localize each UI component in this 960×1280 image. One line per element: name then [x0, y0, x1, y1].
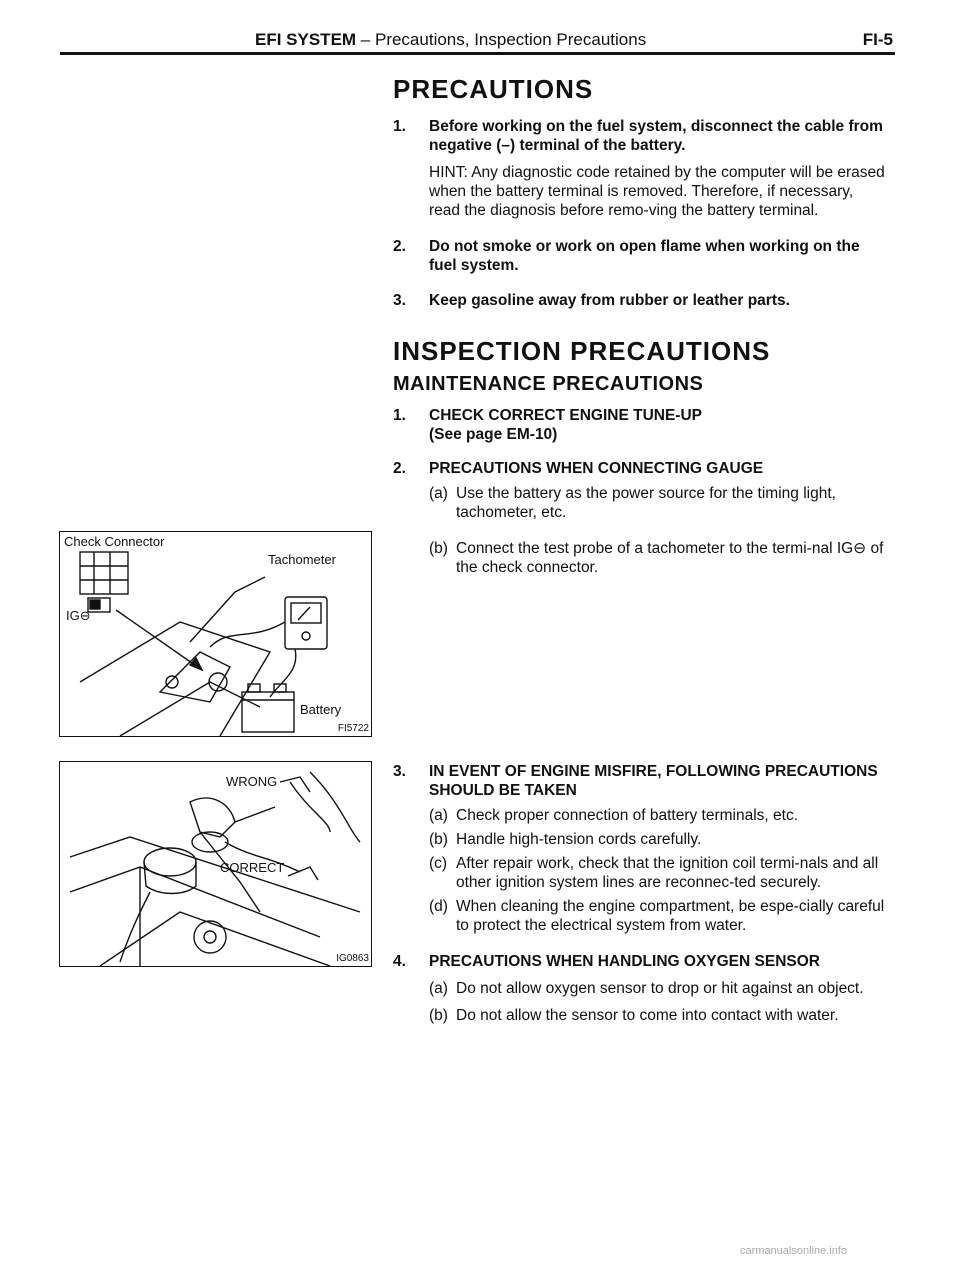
- cord-handling-illustration: [60, 762, 371, 966]
- sub-item-b: [429, 1006, 888, 1025]
- tachometer-label: Tachometer: [268, 552, 336, 567]
- page-number: FI-5: [862, 30, 893, 49]
- main-text-column: [393, 66, 888, 577]
- correct-label: CORRECT: [220, 860, 285, 875]
- header-title-bold: EFI SYSTEM: [255, 30, 357, 49]
- precautions-heading: PRECAUTIONS: [393, 74, 594, 104]
- item-number: 2.: [393, 238, 406, 255]
- sub-item-d: [429, 897, 888, 935]
- sub-text: When cleaning the engine compartment, be espe-cially careful to protect the electrical system from water.: [456, 898, 885, 934]
- page-header: [60, 26, 895, 52]
- item-number: 1.: [393, 407, 406, 424]
- item-text: Do not smoke or work on open flame when working on the fuel system.: [429, 238, 860, 274]
- precaution-item-3: [393, 291, 888, 310]
- lower-text-column: [393, 762, 888, 1025]
- precaution-item-2: [393, 237, 888, 275]
- distributor-cap: [144, 848, 196, 876]
- item-ref: (See page EM-10): [429, 426, 558, 443]
- sub-text: Use the battery as the power source for the timing light, tachometer, etc.: [456, 485, 836, 521]
- item-number: 2.: [393, 460, 406, 477]
- figure-code: IG0863: [336, 953, 369, 964]
- sub-item-b: [429, 830, 888, 849]
- sub-label: (c): [429, 855, 448, 872]
- battery-label: Battery: [300, 702, 342, 717]
- inspection-heading: INSPECTION PRECAUTIONS: [393, 336, 771, 366]
- hint-text: HINT: Any diagnostic code retained by the computer will be erased when the battery terminal is removed. Therefore, if necessary, read the diagnosis before remo-ving the battery terminal.: [429, 164, 885, 219]
- inspection-item-1: [393, 406, 888, 444]
- sub-item-a: [429, 806, 888, 825]
- header-title-rest: – Precautions, Inspection Precautions: [356, 30, 647, 49]
- inspection-item-4: [393, 952, 888, 1025]
- check-connector-body: [80, 552, 128, 594]
- sub-text: Connect the test probe of a tachometer to the termi-nal IG⊖ of the check connector.: [456, 540, 884, 576]
- sub-item-a: [429, 979, 888, 998]
- ig-terminal-label: IG⊖: [66, 608, 91, 623]
- item-title: IN EVENT OF ENGINE MISFIRE, FOLLOWING PRECAUTIONS SHOULD BE TAKEN: [429, 763, 878, 799]
- sub-item-c: [429, 854, 888, 892]
- sub-label: (b): [429, 831, 448, 848]
- maintenance-subheading: MAINTENANCE PRECAUTIONS: [393, 373, 704, 395]
- sub-item-a: [429, 484, 888, 522]
- item-text: Keep gasoline away from rubber or leather parts.: [429, 292, 790, 309]
- header-rule: [60, 52, 895, 55]
- wrong-label: WRONG: [226, 774, 278, 789]
- watermark-text: carmanualsonline.info: [740, 1245, 848, 1257]
- sub-label: (b): [429, 1007, 448, 1024]
- sub-label: (d): [429, 898, 448, 915]
- sub-item-b: [429, 539, 888, 577]
- check-connector-label: Check Connector: [64, 534, 165, 549]
- battery-body: [242, 692, 294, 732]
- item-number: 3.: [393, 763, 406, 780]
- sub-text: After repair work, check that the ignition coil termi-nals and all other ignition system lines are reconnec-ted securely.: [456, 855, 879, 891]
- sub-label: (a): [429, 485, 448, 502]
- sub-text: Handle high-tension cords carefully.: [456, 831, 702, 848]
- figure-code: FI5722: [337, 723, 369, 734]
- item-number: 4.: [393, 953, 406, 970]
- figure-cord-handling: [59, 761, 372, 967]
- item-title: CHECK CORRECT ENGINE TUNE-UP: [429, 407, 702, 424]
- inspection-item-2: [393, 459, 888, 577]
- precaution-item-1: [393, 117, 888, 220]
- item-number: 1.: [393, 118, 406, 135]
- sub-label: (b): [429, 540, 448, 557]
- sub-label: (a): [429, 980, 448, 997]
- figure-tachometer-connection: [59, 531, 372, 737]
- item-title: PRECAUTIONS WHEN CONNECTING GAUGE: [429, 460, 764, 477]
- sub-text: Check proper connection of battery terminals, etc.: [456, 807, 799, 824]
- inspection-item-3: [393, 762, 888, 935]
- sub-text: Do not allow the sensor to come into contact with water.: [456, 1007, 839, 1024]
- header-title: [255, 30, 646, 50]
- sub-text: Do not allow oxygen sensor to drop or hit against an object.: [456, 980, 864, 997]
- item-title: PRECAUTIONS WHEN HANDLING OXYGEN SENSOR: [429, 953, 820, 970]
- item-number: 3.: [393, 292, 406, 309]
- sub-label: (a): [429, 807, 448, 824]
- item-text: Before working on the fuel system, disconnect the cable from negative (–) terminal of the battery.: [429, 118, 883, 154]
